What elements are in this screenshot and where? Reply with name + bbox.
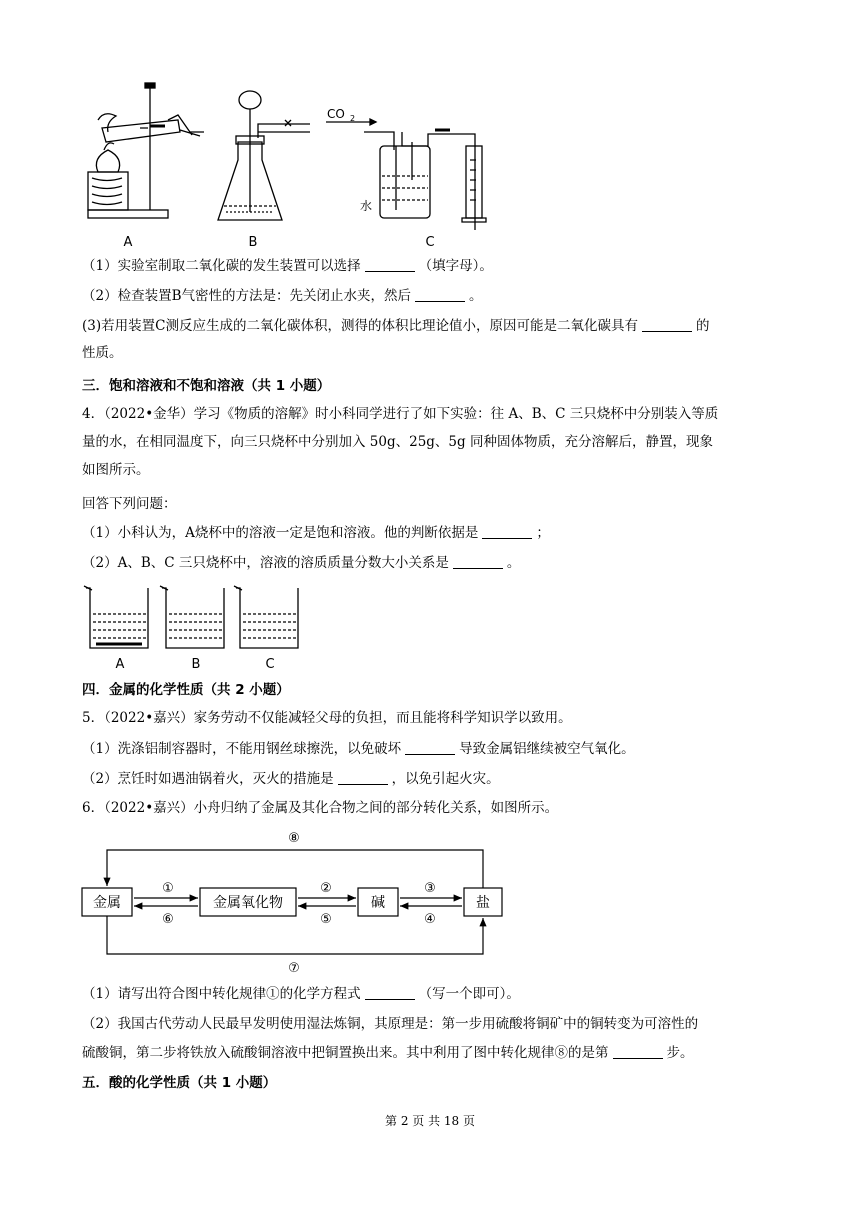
beaker-b	[160, 586, 224, 648]
q5-part2-text: （2）烹饪时如遇油锅着火，灭火的措施是	[82, 771, 334, 787]
apparatus-b	[218, 91, 310, 220]
apparatus-a	[88, 83, 204, 218]
conversion-diagram	[80, 826, 520, 976]
q6-part1	[82, 984, 520, 1004]
section-heading-5: 五．酸的化学性质（共 1 小题）	[82, 1075, 277, 1091]
q6-part2: （2）我国古代劳动人民最早发明使用湿法炼铜，其原理是：第一步用硫酸将铜矿中的铜转变为可溶性的	[82, 1016, 699, 1032]
q4-prompt: 回答下列问题：	[82, 496, 177, 512]
q4-part1-tail: ；	[536, 525, 550, 541]
answer-blank[interactable]	[453, 556, 503, 569]
q5-part1	[82, 739, 635, 759]
apparatus-label-c: C	[425, 235, 435, 250]
arrow-label-7: ⑦	[288, 961, 300, 976]
arrow-label-8: ⑧	[288, 831, 300, 846]
arrow-label-1: ①	[162, 881, 174, 896]
answer-blank[interactable]	[338, 772, 388, 785]
box-label-metal: 金属	[93, 895, 121, 911]
q4-stem-1: 4．（2022•金华）学习《物质的溶解》时小科同学进行了如下实验：往 A、B、C 三只烧杯中分别装入等质	[82, 406, 719, 422]
q3-part3	[82, 316, 709, 336]
apparatus-figure	[80, 80, 520, 255]
q3-part2-text: （2）检查装置B气密性的方法是：先关闭止水夹，然后	[82, 288, 412, 304]
q3-part3-tail: 的	[695, 318, 710, 334]
q6-part1-tail: （写一个即可）。	[418, 986, 520, 1002]
q3-part3-cont: 性质。	[82, 345, 123, 361]
answer-blank[interactable]	[482, 526, 532, 539]
arrow-label-3: ③	[424, 881, 436, 896]
page-footer: 第 2 页 共 18 页	[385, 1114, 475, 1128]
q4-stem-3: 如图所示。	[82, 462, 150, 478]
section-heading-4: 四．金属的化学性质（共 2 小题）	[82, 682, 290, 698]
arrow-label-4: ④	[424, 912, 436, 927]
beaker-label-b: B	[191, 657, 201, 672]
q6-part1-text: （1）请写出符合图中转化规律①的化学方程式	[82, 986, 361, 1002]
arrow-label-5: ⑤	[320, 912, 332, 927]
box-label-metal-oxide: 金属氧化物	[213, 895, 283, 911]
co2-subscript: 2	[350, 114, 356, 123]
q4-part1-text: （1）小科认为，A烧杯中的溶液一定是饱和溶液。他的判断依据是	[82, 525, 479, 541]
q4-part2-text: （2）A、B、C 三只烧杯中，溶液的溶质质量分数大小关系是	[82, 555, 449, 571]
answer-blank[interactable]	[613, 1046, 663, 1059]
q5-stem: 5．（2022•嘉兴）家务劳动不仅能减轻父母的负担，而且能将科学知识学以致用。	[82, 710, 572, 726]
q5-part1-tail: 导致金属铝继续被空气氧化。	[459, 741, 635, 757]
answer-blank[interactable]	[365, 987, 415, 1000]
q6-part2-cont	[82, 1043, 694, 1063]
arrow-label-6: ⑥	[162, 912, 174, 927]
beakers-figure	[80, 582, 300, 674]
beaker-a	[84, 586, 148, 648]
box-label-salt: 盐	[476, 895, 490, 911]
q3-part1-tail: （填字母）。	[418, 258, 493, 274]
q3-part3-text: (3)若用装置C测反应生成的二氧化碳体积，测得的体积比理论值小，原因可能是二氧化碳具有	[82, 318, 638, 334]
answer-blank[interactable]	[415, 289, 465, 302]
water-label: 水	[360, 199, 373, 213]
answer-blank[interactable]	[642, 319, 692, 332]
q3-part2	[82, 286, 483, 306]
apparatus-label-a: A	[123, 235, 133, 250]
q4-part1	[82, 523, 550, 543]
beaker-label-a: A	[115, 657, 125, 672]
answer-blank[interactable]	[405, 742, 455, 755]
q3-part2-tail: 。	[469, 288, 483, 304]
apparatus-label-b: B	[248, 235, 258, 250]
q4-part2-tail: 。	[506, 555, 521, 571]
apparatus-c	[326, 119, 486, 230]
beaker-c	[234, 586, 298, 648]
co2-label: CO	[327, 107, 345, 121]
beaker-label-c: C	[265, 657, 275, 672]
q6-part2-cont-text: 硫酸铜，第二步将铁放入硫酸铜溶液中把铜置换出来。其中利用了图中转化规律⑧的是第	[82, 1045, 609, 1061]
box-label-base: 碱	[371, 895, 385, 911]
q3-part1	[82, 256, 493, 276]
q6-part2-cont-tail: 步。	[666, 1045, 694, 1061]
q5-part2-tail: ，以免引起火灾。	[391, 771, 500, 787]
arrow-label-2: ②	[320, 881, 332, 896]
q3-part1-text: （1）实验室制取二氧化碳的发生装置可以选择	[82, 258, 361, 274]
q5-part2	[82, 769, 500, 789]
q4-stem-2: 量的水，在相同温度下，向三只烧杯中分别加入 50g、25g、5g 同种固体物质，充分溶解后，静置，现象	[82, 434, 713, 450]
q4-part2	[82, 553, 520, 573]
q6-stem: 6．（2022•嘉兴）小舟归纳了金属及其化合物之间的部分转化关系，如图所示。	[82, 800, 559, 816]
section-heading-3: 三．饱和溶液和不饱和溶液（共 1 小题）	[82, 378, 331, 394]
q5-part1-text: （1）洗涤铝制容器时，不能用钢丝球擦洗，以免破坏	[82, 741, 402, 757]
answer-blank[interactable]	[365, 259, 415, 272]
